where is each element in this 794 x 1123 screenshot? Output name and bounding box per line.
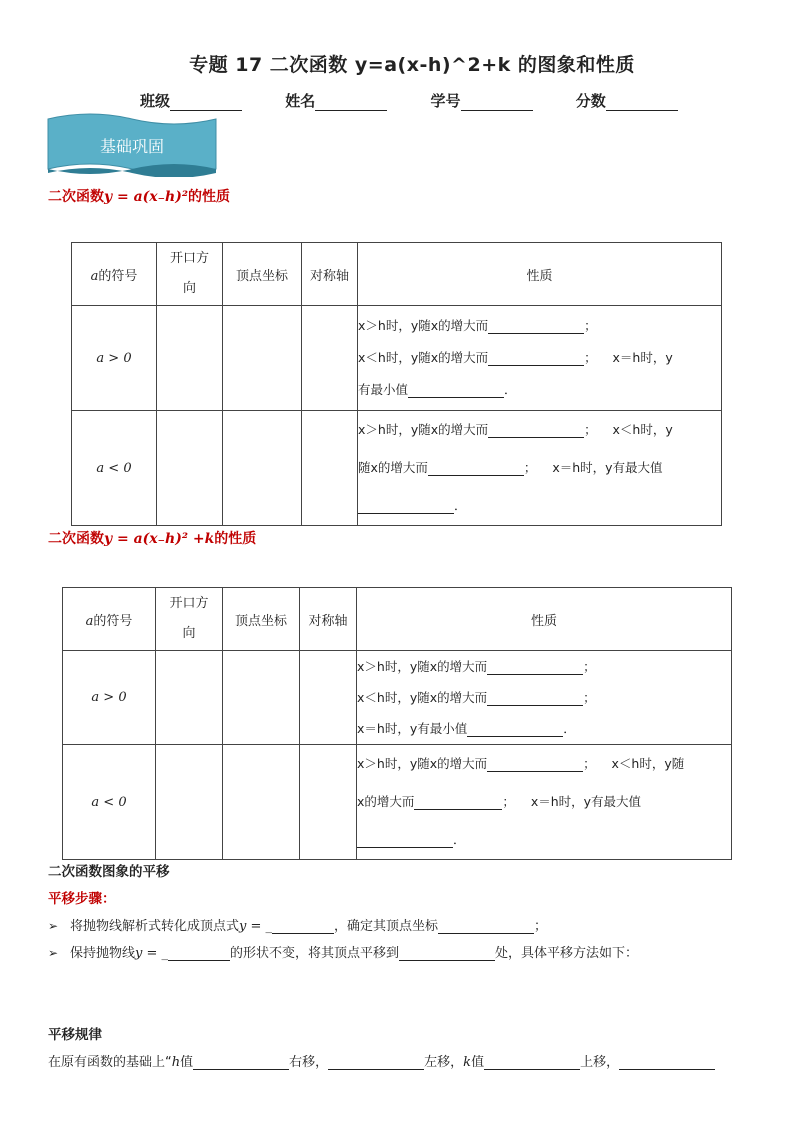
section2-suffix: 的性质	[214, 531, 257, 547]
answer-blank[interactable]	[467, 722, 563, 737]
banner-text: 基础巩固	[99, 137, 164, 156]
class-label: 班级	[140, 92, 171, 110]
header-property: 性质	[358, 243, 722, 306]
answer-blank[interactable]	[487, 660, 583, 675]
name-field[interactable]	[285, 90, 387, 111]
section-banner	[46, 113, 218, 177]
header-vertex: 顶点坐标	[223, 588, 300, 651]
header-vertex: 顶点坐标	[223, 243, 302, 306]
table1-neg-opening-cell[interactable]	[157, 411, 223, 526]
id-label: 学号	[430, 92, 461, 110]
answer-blank[interactable]	[484, 1055, 580, 1070]
translation-heading: 二次函数图象的平移	[48, 864, 170, 880]
section1-prefix: 二次函数	[48, 189, 104, 205]
answer-blank[interactable]	[193, 1055, 289, 1070]
properties-table-1	[71, 242, 722, 526]
student-info	[140, 90, 716, 111]
table2-neg-opening-cell[interactable]	[156, 745, 223, 860]
table2-pos-vertex-cell[interactable]	[223, 651, 300, 745]
answer-blank[interactable]	[488, 351, 584, 366]
header-opening: 开口方 向	[157, 243, 223, 306]
header-sign: a的符号	[72, 243, 157, 306]
section2-formula: y = a(x₋h)² +k	[104, 531, 215, 547]
id-field[interactable]	[431, 90, 533, 111]
section2-heading	[48, 528, 256, 548]
table1-row-negative	[72, 411, 722, 526]
arrow-bullet-icon: ➢	[48, 946, 59, 960]
table1-neg-label: a < 0	[72, 411, 157, 526]
header-opening: 开口方 向	[156, 588, 223, 651]
page-title: 专题 17 二次函数 y=a(x-h)^2+k 的图象和性质	[189, 54, 635, 76]
answer-blank[interactable]	[399, 946, 495, 961]
section1-heading	[48, 186, 230, 206]
header-axis: 对称轴	[300, 588, 357, 651]
section1-suffix: 的性质	[187, 189, 230, 205]
table1-pos-opening-cell[interactable]	[157, 306, 223, 411]
rule-text: 在原有函数的基础上“h值 右移， 左移，k值 上移，	[48, 1051, 715, 1070]
header-sign: a的符号	[63, 588, 156, 651]
table1-neg-vertex-cell[interactable]	[223, 411, 302, 526]
answer-blank[interactable]	[488, 423, 584, 438]
table1-header-row	[72, 243, 722, 306]
answer-blank[interactable]	[408, 383, 504, 398]
table1-neg-axis-cell[interactable]	[302, 411, 358, 526]
translation-step-2: ➢ 保持抛物线y = _ 的形状不变，将其顶点平移到 处，具体平移方法如下：	[48, 946, 639, 961]
rule-heading: 平移规律	[48, 1027, 102, 1043]
section2-prefix: 二次函数	[48, 531, 104, 547]
answer-blank[interactable]	[414, 795, 502, 810]
answer-blank[interactable]	[358, 499, 454, 514]
class-field[interactable]	[140, 90, 242, 111]
table2-pos-axis-cell[interactable]	[300, 651, 357, 745]
answer-blank[interactable]	[488, 319, 584, 334]
name-label: 姓名	[285, 92, 316, 110]
table2-neg-axis-cell[interactable]	[300, 745, 357, 860]
translation-step-1: ➢ 将抛物线解析式转化成顶点式y = _ ，确定其顶点坐标 ；	[48, 919, 548, 934]
table1-pos-vertex-cell[interactable]	[223, 306, 302, 411]
properties-table-2	[62, 587, 732, 860]
answer-blank[interactable]	[487, 757, 583, 772]
table2-pos-property-cell: x＞h时，y随x的增大而 ； x＜h时，y随x的增大而 ； x＝h时，y有最小值 ．	[357, 651, 732, 745]
answer-blank[interactable]	[272, 919, 334, 934]
table1-neg-property-cell: x＞h时，y随x的增大而 ； x＜h时，y 随x的增大而 ； x＝h时，y有最大值 ．	[358, 411, 722, 526]
answer-blank[interactable]	[328, 1055, 424, 1070]
table2-row-positive	[63, 651, 732, 745]
answer-blank[interactable]	[619, 1055, 715, 1070]
section1-formula: y = a(x₋h)²	[104, 189, 188, 205]
answer-blank[interactable]	[168, 946, 230, 961]
table1-pos-axis-cell[interactable]	[302, 306, 358, 411]
table2-neg-property-cell: x＞h时，y随x的增大而 ； x＜h时，y随 x的增大而 ； x＝h时，y有最大值 ．	[357, 745, 732, 860]
score-field[interactable]	[576, 90, 678, 111]
arrow-bullet-icon: ➢	[48, 919, 59, 933]
table2-pos-opening-cell[interactable]	[156, 651, 223, 745]
table2-neg-vertex-cell[interactable]	[223, 745, 300, 860]
answer-blank[interactable]	[438, 919, 534, 934]
answer-blank[interactable]	[487, 691, 583, 706]
answer-blank[interactable]	[357, 833, 453, 848]
answer-blank[interactable]	[428, 461, 524, 476]
table1-pos-label: a > 0	[72, 306, 157, 411]
score-label: 分数	[575, 92, 606, 110]
table2-row-negative	[63, 745, 732, 860]
translation-steps-label: 平移步骤：	[48, 891, 116, 907]
header-axis: 对称轴	[302, 243, 358, 306]
table1-pos-property-cell: x＞h时，y随x的增大而 ； x＜h时，y随x的增大而 ； x＝h时，y 有最小值 ．	[358, 306, 722, 411]
table2-pos-label: a > 0	[63, 651, 156, 745]
table1-row-positive	[72, 306, 722, 411]
table2-neg-label: a < 0	[63, 745, 156, 860]
table2-header-row	[63, 588, 732, 651]
header-property: 性质	[357, 588, 732, 651]
